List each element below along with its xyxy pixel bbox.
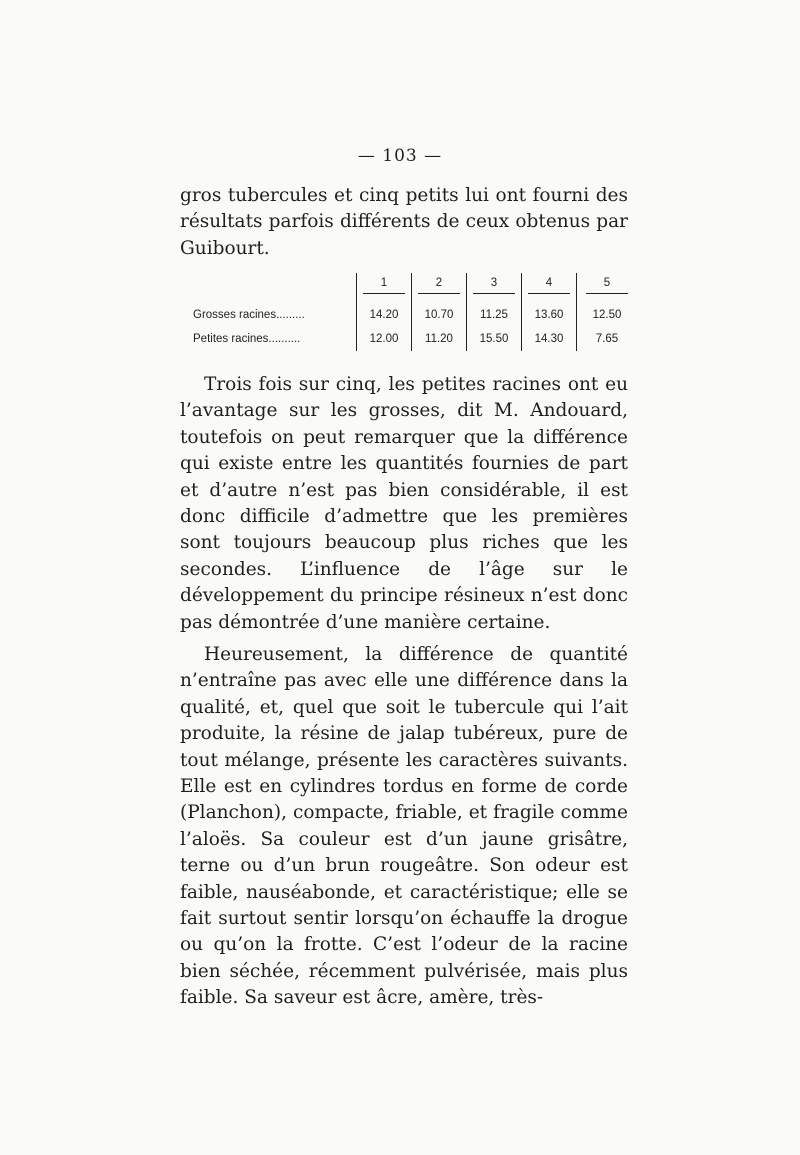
paragraph-2: Trois fois sur cinq, les petites racines ont eu l’avantage sur les grosses, dit M. Andouard, toutefois on peut remarquer que la différence qui existe entre les quantités fournies de part et d’autre n’est pas bien considérable, il est donc difficile d’admettre que les premières sont toujours beaucoup plus riches que les secondes. L’influence de l’âge sur le développement du principe résineux n’est donc pas démontrée d’une manière certaine. <box>180 374 628 633</box>
column-header: 3 <box>467 273 522 297</box>
table-header-row <box>193 273 637 297</box>
table-cell: 7.65 <box>577 327 638 351</box>
table-cell: 11.20 <box>412 327 467 351</box>
table-cell: 15.50 <box>467 327 522 351</box>
column-header: 2 <box>412 273 467 297</box>
column-header: 4 <box>522 273 577 297</box>
table-cell: 14.30 <box>522 327 577 351</box>
table-cell: 13.60 <box>522 303 577 327</box>
page-number: — 103 — <box>357 146 443 166</box>
table-cell: 12.00 <box>357 327 412 351</box>
table-row <box>193 327 637 351</box>
column-header: 1 <box>357 273 412 297</box>
results-table <box>193 273 637 351</box>
table-cell: 12.50 <box>577 303 638 327</box>
paragraph-3: Heureusement, la différence de quantité n’entraîne pas avec elle une différence dans la qualité, et, quel que soit le tubercule qui l’ait produite, la résine de jalap tubéreux, pure de tout mélange, présente les caractères suivants. Elle est en cylindres tordus en forme de corde (Planchon), compacte, friable, et fragile comme l’aloës. Sa couleur est d’un jaune grisâtre, terne ou d’un brun rougeâtre. Son odeur est faible, nauséabonde, et caractéristique; elle se fait surtout sentir lorsqu’on échauffe la drogue ou qu’on la frotte. C’est l’odeur de la racine bien séchée, récemment pulvérisée, mais plus faible. Sa saveur est âcre, amère, très- <box>180 644 628 1009</box>
table-cell: 14.20 <box>357 303 412 327</box>
row-label: Petites racines.......... <box>193 333 301 345</box>
table-cell: 10.70 <box>412 303 467 327</box>
row-label: Grosses racines......... <box>193 309 305 321</box>
paragraph-1: gros tubercules et cinq petits lui ont fourni des résultats parfois différents de ceux obtenus par Guibourt. <box>180 185 628 259</box>
table-row <box>193 303 637 327</box>
table-cell: 11.25 <box>467 303 522 327</box>
column-header: 5 <box>577 273 638 297</box>
